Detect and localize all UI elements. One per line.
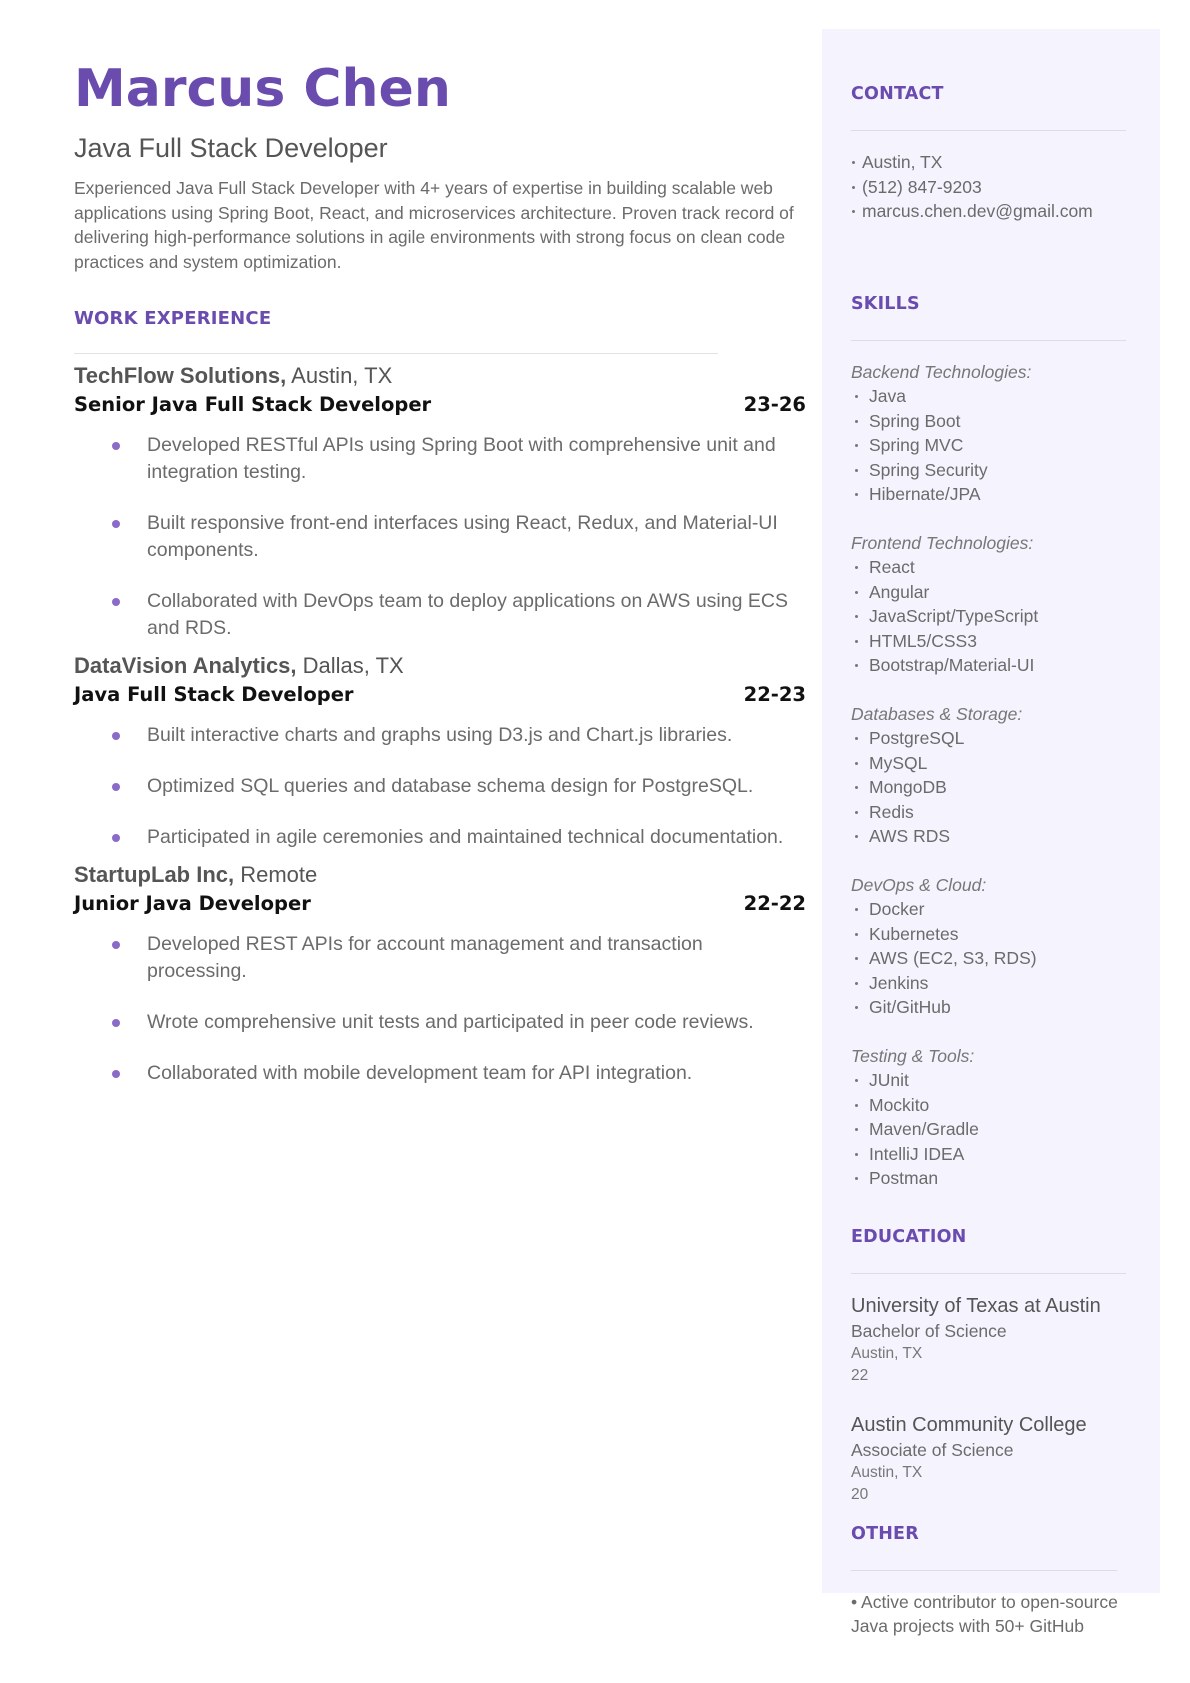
achievement-list [74,931,804,1087]
bullet-icon [112,1070,120,1078]
bullet-icon [855,737,858,740]
skill-item [851,824,1131,849]
list-item [74,432,807,486]
other-text: Active contributor to open-source Java projects with 50+ GitHub [851,1591,1118,1636]
education-heading: EDUCATION [851,1226,967,1247]
sidebar [822,29,1160,1636]
skill-item [851,897,1131,922]
skill-group [851,702,1131,849]
skill-text: Angular [869,581,930,602]
skill-text: JUnit [869,1070,909,1090]
degree: Bachelor of Science [851,1320,1007,1341]
list-item [74,824,807,851]
skill-text: HTML5/CSS3 [869,630,977,651]
list-item [74,931,807,985]
bullet-icon [855,444,858,447]
divider [74,353,718,354]
bullet-icon [855,493,858,496]
bullet-icon [855,395,858,398]
skill-item [851,653,1131,678]
skill-text: Docker [869,899,925,919]
skills-list [851,360,1131,1191]
bullet-icon [855,469,858,472]
company-line [74,362,804,390]
graduation-year: 20 [851,1485,869,1503]
bullet-icon [855,664,858,667]
education-entry [851,1412,1131,1506]
skill-text: Git/GitHub [869,997,951,1017]
skill-text: Java [869,386,906,406]
skill-item [851,1166,1131,1191]
bullet-icon [852,186,855,189]
role-line [74,391,804,419]
role-dates: 22-22 [743,892,806,915]
divider [851,1273,1126,1274]
skill-item [851,482,1131,507]
bullet-icon [855,1079,858,1082]
skill-item [851,433,1131,458]
skill-item [851,1068,1131,1093]
school-name: Austin Community College [851,1413,1087,1436]
bullet-text: Participated in agile ceremonies and maintained technical documentation. [147,826,784,848]
bullet-text: Collaborated with mobile development team for API integration. [147,1062,693,1084]
bullet-icon [855,1177,858,1180]
skill-item [851,629,1131,654]
skill-category: Databases & Storage: [851,703,1023,724]
company-name: StartupLab Inc, [74,862,235,887]
role-line [74,890,804,918]
list-item [74,1060,807,1087]
skill-item [851,995,1131,1020]
skill-item [851,775,1131,800]
graduation-year: 22 [851,1366,869,1384]
role-dates: 22-23 [743,683,806,706]
company-name: TechFlow Solutions, [74,363,287,388]
skill-text: MySQL [869,752,928,773]
bullet-icon [112,520,120,528]
skill-text: MongoDB [869,777,947,797]
skill-text: Redis [869,801,914,822]
bullet-icon [112,442,120,450]
role-title: Java Full Stack Developer [74,683,354,706]
skill-text: Spring MVC [869,435,964,455]
bullet-text: Developed REST APIs for account management and transaction processing. [147,933,703,982]
skill-text: AWS (EC2, S3, RDS) [869,948,1037,968]
bullet-icon [852,161,855,164]
bullet-icon [855,566,858,569]
bullet-icon [855,1153,858,1156]
skill-group [851,360,1131,507]
skill-text: Spring Boot [869,410,961,431]
skill-text: Postman [869,1168,939,1188]
bullet-icon [855,420,858,423]
school-name: University of Texas at Austin [851,1294,1101,1317]
bullet-icon [855,1128,858,1131]
contact-text: marcus.chen.dev@gmail.com [862,201,1093,221]
bullet-icon [855,835,858,838]
achievement-list [74,722,804,851]
bullet-icon [855,957,858,960]
skill-category: Testing & Tools: [851,1045,975,1066]
contact-email [851,199,1131,224]
bullet-icon [855,762,858,765]
bullet-icon [855,933,858,936]
bullet-icon [855,1104,858,1107]
skill-item [851,458,1131,483]
bullet-icon [112,598,120,606]
work-experience-heading: WORK EXPERIENCE [74,308,272,329]
skill-item [851,580,1131,605]
job-title: Java Full Stack Developer [74,133,388,163]
role-title: Junior Java Developer [74,892,311,915]
candidate-name: Marcus Chen [74,59,451,119]
skill-text: Hibernate/JPA [869,484,981,504]
skill-text: JavaScript/TypeScript [869,606,1039,626]
skill-item [851,384,1131,409]
bullet-icon [855,786,858,789]
bullet-icon [855,811,858,814]
bullet-text: Built responsive front-end interfaces using React, Redux, and Material-UI components. [147,512,778,561]
skill-text: IntelliJ IDEA [869,1143,965,1164]
skill-item [851,751,1131,776]
skill-item [851,409,1131,434]
bullet-icon [855,908,858,911]
bullet-icon [855,591,858,594]
achievement-list [74,432,804,642]
skill-text: Spring Security [869,459,988,480]
skill-text: Mockito [869,1094,930,1115]
other-item: • Active contributor to open-source Java projects with 50+ GitHub [851,1591,1118,1636]
skill-text: Kubernetes [869,923,959,944]
list-item [74,773,807,800]
bullet-text: Built interactive charts and graphs using D3.js and Chart.js libraries. [147,724,733,746]
list-item [74,1009,807,1036]
bullet-text: Collaborated with DevOps team to deploy applications on AWS using ECS and RDS. [147,590,788,639]
job-entry [74,362,804,642]
divider [851,340,1126,341]
company-name: DataVision Analytics, [74,653,297,678]
bullet-icon [112,834,120,842]
company-location: Dallas, TX [296,653,404,678]
skill-group [851,531,1131,678]
bullet-icon [855,1006,858,1009]
bullet-icon [852,210,855,213]
skill-group [851,1044,1131,1191]
bullet-icon [112,1019,120,1027]
contact-location [851,150,1131,175]
skill-item [851,555,1131,580]
main-column [74,58,804,1097]
skill-text: Maven/Gradle [869,1119,979,1139]
skill-category: Backend Technologies: [851,361,1032,382]
bullet-icon [112,783,120,791]
skill-text: AWS RDS [869,826,951,846]
list-item [74,510,807,564]
skill-category: DevOps & Cloud: [851,874,987,895]
school-location: Austin, TX [851,1344,923,1362]
skill-item [851,922,1131,947]
skill-text: Jenkins [869,972,929,993]
contact-text: (512) 847-9203 [862,176,982,197]
bullet-icon [112,941,120,949]
bullet-text: Wrote comprehensive unit tests and participated in peer code reviews. [147,1011,754,1033]
skill-item [851,800,1131,825]
skill-item [851,946,1131,971]
job-entry [74,861,804,1087]
bullet-text: Optimized SQL queries and database schema design for PostgreSQL. [147,775,754,797]
skills-heading: SKILLS [851,293,920,314]
degree: Associate of Science [851,1439,1014,1460]
skill-item [851,971,1131,996]
role-line [74,681,804,709]
education-entry [851,1293,1131,1387]
bullet-icon [855,615,858,618]
bullet-icon [112,732,120,740]
skill-item [851,1117,1131,1142]
role-title: Senior Java Full Stack Developer [74,393,432,416]
bullet-icon [855,982,858,985]
sidebar-content [851,84,1131,1639]
skill-text: PostgreSQL [869,728,965,748]
contact-heading: CONTACT [851,84,944,104]
role-dates: 23-26 [743,393,806,416]
contact-phone [851,175,1131,200]
company-line [74,652,804,680]
company-location: Austin, TX [286,363,393,388]
bullet-icon [855,640,858,643]
skill-item [851,604,1131,629]
skill-text: React [869,557,915,577]
divider [851,1570,1117,1571]
school-location: Austin, TX [851,1463,923,1481]
skill-item [851,1093,1131,1118]
other-heading: OTHER [851,1523,919,1544]
profile-summary: Experienced Java Full Stack Developer with 4+ years of expertise in building scalable web applications using Spring Boot, React, and microservices architecture. Proven track record of delivering high-performance solutions in agile environments with strong focus on clean code practices and system optimization. [74,178,794,272]
list-item [74,722,807,749]
skill-item [851,1142,1131,1167]
skill-item [851,726,1131,751]
list-item [74,588,807,642]
skill-text: Bootstrap/Material-UI [869,655,1035,675]
company-location: Remote [234,862,318,887]
company-line [74,861,804,889]
skill-group [851,873,1131,1020]
job-entry [74,652,804,851]
contact-text: Austin, TX [862,152,943,172]
bullet-text: Developed RESTful APIs using Spring Boot with comprehensive unit and integration testing. [147,434,776,483]
divider [851,130,1126,131]
skill-category: Frontend Technologies: [851,532,1034,553]
